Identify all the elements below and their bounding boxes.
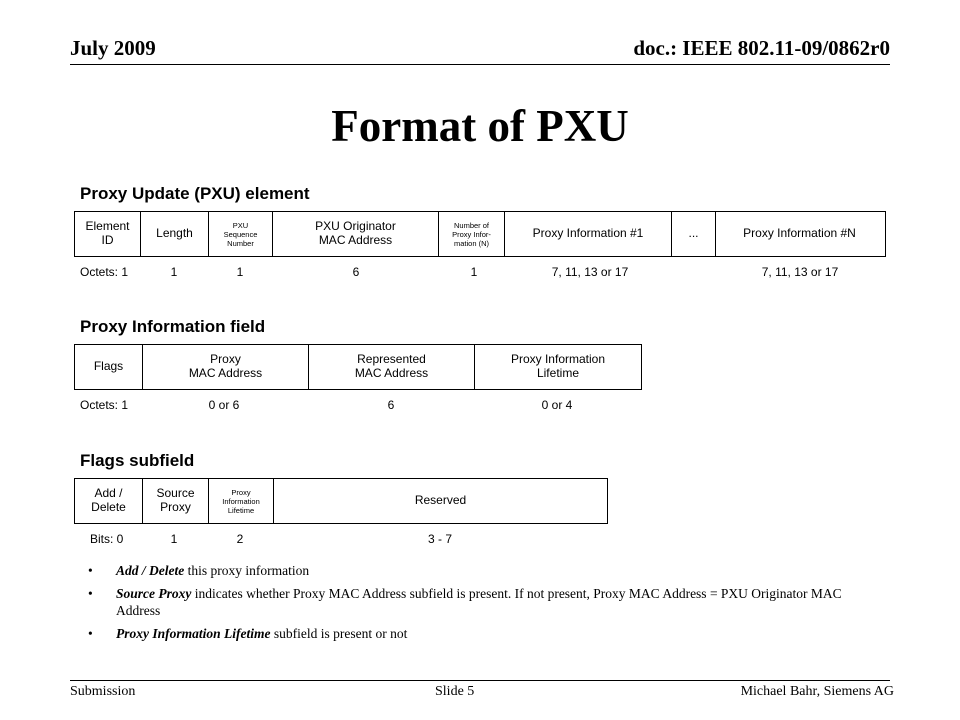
proxy-info-field-flags: Flags — [93, 359, 124, 374]
pxu-size-proxy-info-n: 7, 11, 13 or 17 — [761, 265, 839, 279]
proxy-info-heading: Proxy Information field — [80, 317, 266, 336]
pxu-size-number: 1 — [470, 265, 478, 279]
pxu-octets-label: Octets: 1 — [80, 265, 129, 279]
flags-bits-label: Bits: 0 — [90, 532, 124, 546]
pxu-element-heading: Proxy Update (PXU) element — [80, 184, 310, 203]
flags-field-add-delete: Add / Delete — [91, 486, 126, 514]
footer-rule — [70, 680, 890, 681]
footer-author: Michael Bahr, Siemens AG — [740, 684, 894, 699]
header-doc-id: doc.: IEEE 802.11-09/0862r0 — [633, 36, 890, 60]
bullet-text: this proxy information — [184, 563, 310, 578]
flags-field-reserved: Reserved — [273, 479, 607, 523]
pxu-field-element-id: Element ID — [85, 219, 130, 247]
pxu-size-proxy-info-1: 7, 11, 13 or 17 — [551, 265, 629, 279]
flags-bit-lifetime: 2 — [236, 532, 244, 546]
pxu-field-number-of-proxy-info: Number of Proxy Infor- mation (N) — [438, 212, 504, 256]
flags-bit-source-proxy: 1 — [170, 532, 178, 546]
proxy-info-diagram — [74, 344, 642, 390]
footer-submission: Submission — [70, 684, 136, 699]
bullet-term: Add / Delete — [116, 563, 185, 578]
pxu-size-sequence: 1 — [236, 265, 244, 279]
pxu-size-length: 1 — [170, 265, 178, 279]
pxu-field-sequence-number: PXU Sequence Number — [208, 212, 272, 256]
pxu-field-proxy-info-n: Proxy Information #N — [715, 212, 883, 256]
header-rule — [70, 64, 890, 65]
bullet-term: Source Proxy — [116, 585, 192, 601]
pxu-field-proxy-info-1: Proxy Information #1 — [504, 212, 671, 256]
bullet-text: indicates whether Proxy MAC Address subfield is present. If not present, Proxy MAC Address = PXU Originator MAC Address — [116, 585, 842, 618]
footer-slide-number: Slide 5 — [435, 684, 475, 699]
header-date: July 2009 — [70, 36, 156, 60]
list-item: • Add / Delete this proxy information — [88, 563, 310, 578]
pxu-element-diagram — [74, 211, 886, 257]
explanation-list — [88, 563, 888, 649]
list-item: • Source Proxy indicates whether Proxy MAC Address subfield is present. If not present, Proxy MAC Address = PXU Originator MAC Address — [88, 585, 842, 618]
proxy-info-octets-label: Octets: 1 — [80, 398, 129, 412]
pxu-size-originator: 6 — [352, 265, 360, 279]
flags-field-source-proxy: Source Proxy — [142, 479, 208, 523]
proxy-info-field-lifetime: Proxy Information Lifetime — [474, 345, 641, 389]
flags-field-lifetime: Proxy Information Lifetime — [208, 479, 273, 523]
flags-diagram — [74, 478, 608, 524]
bullet-text: subfield is present or not — [270, 625, 408, 641]
proxy-info-size-lifetime: 0 or 4 — [541, 398, 573, 412]
proxy-info-field-represented-mac: Represented MAC Address — [308, 345, 474, 389]
flags-bit-reserved: 3 - 7 — [427, 532, 453, 546]
proxy-info-size-proxy-mac: 0 or 6 — [208, 398, 240, 412]
flags-heading: Flags subfield — [80, 451, 195, 470]
proxy-info-size-represented-mac: 6 — [387, 398, 395, 412]
bullet-term: Proxy Information Lifetime — [116, 625, 271, 641]
slide-title: Format of PXU — [331, 101, 629, 151]
proxy-info-field-proxy-mac: Proxy MAC Address — [142, 345, 308, 389]
list-item: • Proxy Information Lifetime subfield is present or not — [88, 625, 408, 641]
pxu-field-originator-mac: PXU Originator MAC Address — [272, 212, 438, 256]
pxu-field-length: Length — [140, 212, 208, 256]
pxu-field-ellipsis: ... — [671, 212, 715, 256]
